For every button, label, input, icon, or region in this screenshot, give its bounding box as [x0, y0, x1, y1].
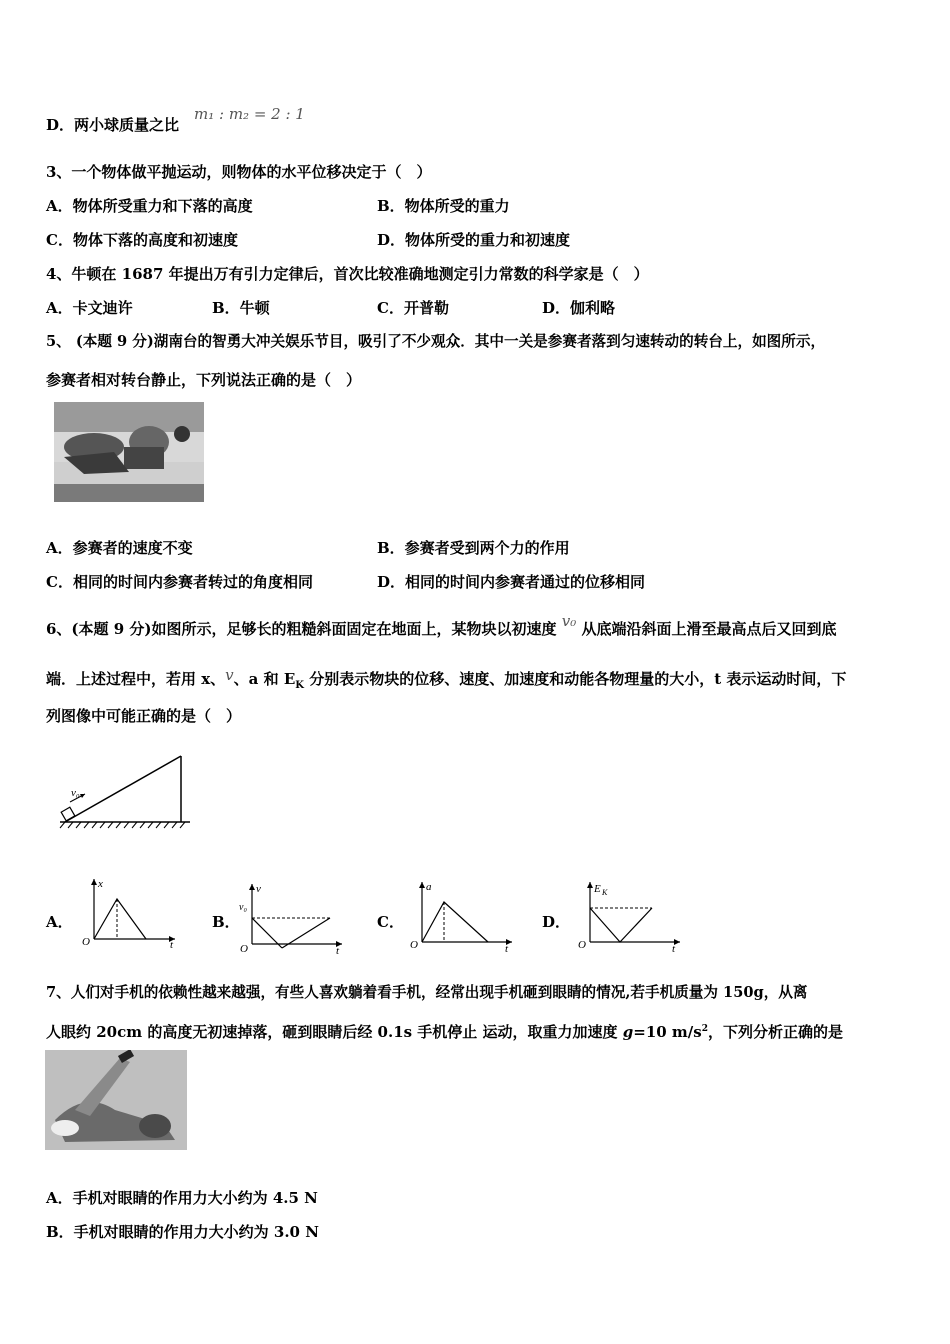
q2-option-d — [46, 115, 179, 135]
q5-stem-line2: 参赛者相对转台静止，下列说法正确的是（ ） — [46, 371, 362, 389]
phone-photo — [45, 1050, 187, 1150]
q6-stem-line1-a: 6、(本题 9 分)如图所示，足够长的粗糙斜面固定在地面上，某物块以初速度 — [46, 620, 557, 638]
turntable-photo — [54, 402, 204, 502]
q5-option-a: A．参赛者的速度不变 — [46, 539, 193, 557]
graph-b-origin: O — [240, 943, 248, 955]
q4-option-b: B．牛顿 — [212, 299, 270, 317]
q3-option-d: D．物体所受的重力和初速度 — [377, 231, 571, 249]
graph-c-x-label: t — [505, 943, 509, 953]
q5-option-d: D．相同的时间内参赛者通过的位移相同 — [377, 573, 646, 591]
q5-option-c: C．相同的时间内参赛者转过的角度相同 — [46, 573, 313, 591]
graph-d — [576, 878, 686, 953]
q6-stem-line3: 列图像中可能正确的是（ ） — [46, 707, 242, 725]
q6-option-d-label: D． — [542, 913, 571, 931]
graph-b-y-label: v — [256, 883, 261, 895]
q3-stem: 3、一个物体做平抛运动，则物体的水平位移决定于（ ） — [46, 163, 432, 181]
v-symbol: v — [225, 666, 234, 684]
graph-b-x-label: t — [336, 945, 340, 955]
graph-c — [408, 878, 518, 953]
q3-option-b: B．物体所受的重力 — [377, 197, 510, 215]
q4-option-a: A．卡文迪许 — [46, 299, 133, 317]
g-symbol: g — [622, 1023, 634, 1041]
graph-c-y-label: a — [426, 881, 432, 893]
graph-a-x-label: t — [170, 939, 174, 950]
mass-ratio-formula: m₁ : m₂ = 2 : 1 — [194, 105, 305, 123]
graph-b — [238, 880, 348, 955]
graph-b-plot — [238, 880, 348, 955]
q3-option-a: A．物体所受重力和下落的高度 — [46, 197, 253, 215]
q5-option-b: B．参赛者受到两个力的作用 — [377, 539, 570, 557]
graph-d-y-label: E — [594, 883, 601, 895]
turntable-photo-image — [54, 402, 204, 502]
graph-b-v0-tick: v₀ — [239, 902, 247, 913]
q6-stem-line2-a: 端．上述过程中，若用 x、 — [46, 670, 226, 688]
q7-stem-line2-c: ，下列分析正确的是 — [708, 1023, 844, 1041]
q7-stem-line2-a: 人眼约 20cm 的高度无初速掉落，砸到眼睛后经 0.1s 手机停止 运动，取重力加速度 — [46, 1023, 623, 1041]
q6-stem-line2-c: 分别表示物块的位移、速度、加速度和动能各物理量的大小，t 表示运动时间，下 — [303, 670, 847, 688]
graph-d-y-sub: K — [602, 888, 608, 897]
q6-option-a-label: A． — [46, 913, 73, 931]
incline-v0-label: v₀ — [71, 787, 80, 799]
q4-option-d: D．伽利略 — [542, 299, 616, 317]
q5-stem-line1: 5、 (本题 9 分)湖南台的智勇大冲关娱乐节目，吸引了不少观众．其中一关是参赛者落到匀速转动的转台上，如图所示， — [46, 333, 826, 350]
incline-diagram — [55, 752, 195, 832]
ek-subscript: K — [295, 680, 304, 691]
graph-a-plot — [80, 875, 180, 950]
q6-stem-line1 — [46, 612, 837, 639]
q4-option-c: C．开普勒 — [377, 299, 449, 317]
q6-stem-line1-b: 从底端沿斜面上滑至最高点后又回到底 — [581, 620, 837, 638]
q7-option-a: A．手机对眼睛的作用力大小约为 4.5 N — [46, 1189, 318, 1207]
graph-d-x-label: t — [672, 943, 676, 953]
graph-c-plot — [408, 878, 518, 953]
q3-option-c: C．物体下落的高度和初速度 — [46, 231, 238, 249]
q7-option-b: B．手机对眼睛的作用力大小约为 3.0 N — [46, 1223, 319, 1241]
q6-option-c-label: C． — [377, 913, 404, 931]
graph-a — [80, 875, 180, 950]
q7-stem-line2 — [46, 1019, 843, 1042]
q4-stem: 4、牛顿在 1687 年提出万有引力定律后，首次比较准确地测定引力常数的科学家是（ ） — [46, 265, 649, 283]
graph-a-y-label: x — [98, 878, 103, 890]
q6-stem-line2-b: 、a 和 E — [233, 670, 296, 688]
q7-stem-line2-b: =10 m/s — [633, 1023, 702, 1041]
phone-photo-image — [45, 1050, 187, 1150]
incline-figure — [55, 752, 195, 832]
q6-option-b-label: B． — [212, 913, 240, 931]
q2-option-d-text: D．两小球质量之比 — [46, 116, 180, 134]
graph-d-origin: O — [578, 939, 586, 951]
graph-a-origin: O — [82, 936, 90, 948]
sup-2: 2 — [701, 1024, 708, 1034]
q7-stem-line1: 7、人们对手机的依赖性越来越强，有些人喜欢躺着看手机，经常出现手机砸到眼睛的情况,若手机质量为 150g，从离 — [46, 984, 808, 1001]
q6-stem-line2 — [46, 666, 847, 696]
v0-symbol: v₀ — [561, 612, 577, 630]
graph-c-origin: O — [410, 939, 418, 951]
graph-d-plot — [576, 878, 686, 953]
